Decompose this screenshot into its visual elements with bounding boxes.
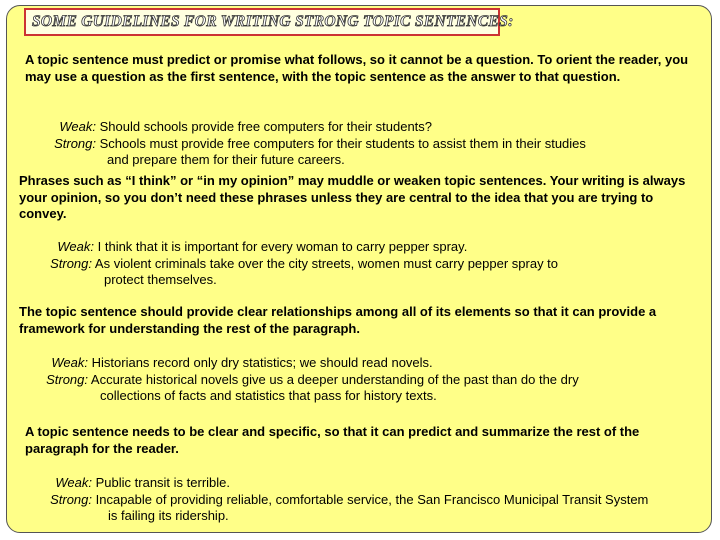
example-1 [40,119,586,169]
rule-2: Phrases such as “I think” or “in my opinion” may muddle or weaken topic sentences. Your writing is always your opinion, so you don’t need these phrases unless they are central to the idea that you are trying to convey. [19,173,686,221]
strong-text-continued: collections of facts and statistics that pass for history texts. [100,388,437,403]
strong-text-continued: and prepare them for their future careers. [107,152,345,167]
strong-text: Incapable of providing reliable, comfortable service, the San Francisco Municipal Transit System [95,491,649,507]
weak-example [40,355,579,372]
example-3 [40,355,579,405]
strong-text-continued: is failing its ridership. [108,508,229,523]
weak-label: Weak: [57,239,94,254]
strong-example [40,136,586,153]
weak-example [40,239,558,256]
strong-example [42,492,648,509]
strong-text: As violent criminals take over the city streets, women must carry pepper spray to [94,255,559,271]
weak-label: Weak: [51,355,88,370]
page-title: SOME GUIDELINES FOR WRITING STRONG TOPIC SENTENCES: [32,13,514,30]
strong-label: Strong: [50,255,92,271]
strong-label: Strong: [50,491,92,507]
weak-text: I think that it is important for every woman to carry pepper spray. [97,239,468,254]
rule-1: A topic sentence must predict or promise what follows, so it cannot be a question. To orient the reader, you may use a question as the first sentence, with the topic sentence as the answer to that question. [25,52,689,84]
rule-4: A topic sentence needs to be clear and specific, so that it can predict and summarize the rest of the paragraph for the reader. [25,424,640,456]
title-banner [24,8,514,36]
example-4 [42,475,648,525]
strong-example [40,372,579,389]
strong-text: Accurate historical novels give us a deeper understanding of the past than do the dry [90,371,579,387]
strong-label: Strong: [46,371,88,387]
weak-example [40,119,586,136]
example-2 [40,239,558,289]
strong-text: Schools must provide free computers for their students to assist them in their studies [99,135,586,151]
rule-3: The topic sentence should provide clear relationships among all of its elements so that it can provide a framework for understanding the rest of the paragraph. [19,304,657,336]
weak-label: Weak: [59,119,96,134]
strong-example [40,256,558,273]
strong-text-continued: protect themselves. [104,272,217,287]
weak-example [42,475,648,492]
strong-label: Strong: [54,135,96,151]
weak-text: Public transit is terrible. [95,475,231,490]
weak-text: Should schools provide free computers for their students? [99,119,433,134]
weak-label: Weak: [55,475,92,490]
weak-text: Historians record only dry statistics; we should read novels. [91,355,433,370]
